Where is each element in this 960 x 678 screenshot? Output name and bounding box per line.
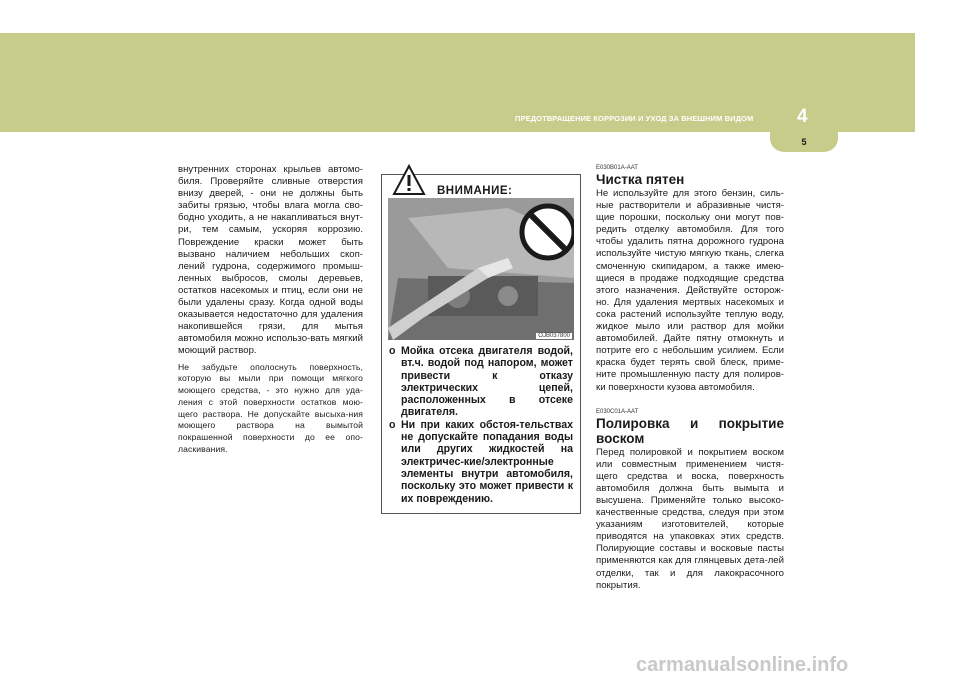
- engine-bay-photo: [388, 198, 574, 340]
- chapter-number: 4: [797, 106, 808, 127]
- bullet: o: [389, 345, 396, 357]
- watermark: carmanualsonline.info: [636, 654, 849, 676]
- engine-wash-illustration: [388, 198, 574, 340]
- left-column: [178, 164, 363, 456]
- section-title: ПРЕДОТВРАЩЕНИЕ КОРРОЗИИ И УХОД ЗА ВНЕШНИМ ВИДОМ: [515, 114, 754, 123]
- warning-text: Ни при каких обстоя-тельствах не допускайте попадания воды или других жидкостей на электричес-кие/электронные элементы внутри автомобиля, поскольку это может привести к их повреждению.: [401, 418, 573, 505]
- paragraph: Перед полировкой и покрытием воском или совместным применением чистя-щего средства и воска, поверхность автомобиля должна быть вымыта и высушена. Применяйте только высоко-качественные средства, следуя при этом указаниям изготовителей, которые приводятся на упаковках этих средств. Полирующие составы и восковые пасты применяются как для глянцевых дета-лей отделки, так и для лакокрасочного покрытия.: [596, 446, 784, 591]
- warning-triangle-icon: [392, 164, 426, 196]
- warning-text: Мойка отсека двигателя водой, вт.ч. водой под напором, может привести к отказу электрических цепей, расположенных в отсеке двигателя.: [401, 345, 573, 419]
- right-column: [596, 164, 784, 592]
- list-item: [389, 345, 573, 419]
- section-code: E030B01A-AAT: [596, 165, 638, 171]
- bullet: o: [389, 418, 396, 431]
- warning-list: [389, 345, 573, 505]
- section-code: E030C01A-AAT: [596, 408, 639, 415]
- image-code: OJB037800: [538, 333, 570, 339]
- paragraph: Не используйте для этого бензин, силь-ные растворители и абразивные чистя-щие порошки, поскольку они могут пов-редить отделку автомобиля. Для того чтобы удалить пятна дорожного гудрона используйте чистую мягкую ткань, слегка смоченную скипидаром, а также имею-щиеся в продаже подходящие средства этого назначения. Действуйте осторож-но. Для удаления мертвых насекомых и сока растений используйте теплую воду, жидкое мыло или раствор для мойки автомобилей. Дайте пятну отмокнуть и потрите его с небольшим усилием. Если краска будет терять свой блеск, приме-ните промышленную пасту для полиров-ки поверхности кузова автомобиля.: [596, 188, 784, 393]
- section-heading: Полировка и покрытие воском: [596, 415, 784, 446]
- paragraph: Не забудьте ополоснуть поверхность, которую вы мыли при помощи мягкого моющего средства, - это нужно для уда-ления с этой поверхности остатков мою-щего раствора. Не допускайте высыха-ния моющего раствора на вымытой покрашенной поверхности до ее опо-ласкивания.: [178, 361, 363, 455]
- section-heading: Чистка пятен: [596, 172, 685, 187]
- warning-title: ВНИМАНИЕ:: [437, 185, 513, 197]
- paragraph: внутренних сторонах крыльев автомо-биля. Проверяйте сливные отверстия внизу дверей, - они не должны быть забиты грязью, чтобы влага могла сво-бодно уходить, а не накапливаться внут-ри, тем самым, ускоряя коррозию. Повреждение краски может быть вызвано наличием небольших скоп-лений гудрона, содержимого промыш-ленных выбросов, смолы деревьев, остатков насекомых и птиц, если они не были удалены сразу. Когда одной воды оказывается недостаточно для удаления накопившейся грязи, для мытья автомобиля можно использо-вать мягкий моющий раствор.: [178, 164, 363, 357]
- list-item: [389, 419, 573, 505]
- page-number: 5: [801, 137, 807, 147]
- header-band: [0, 33, 915, 132]
